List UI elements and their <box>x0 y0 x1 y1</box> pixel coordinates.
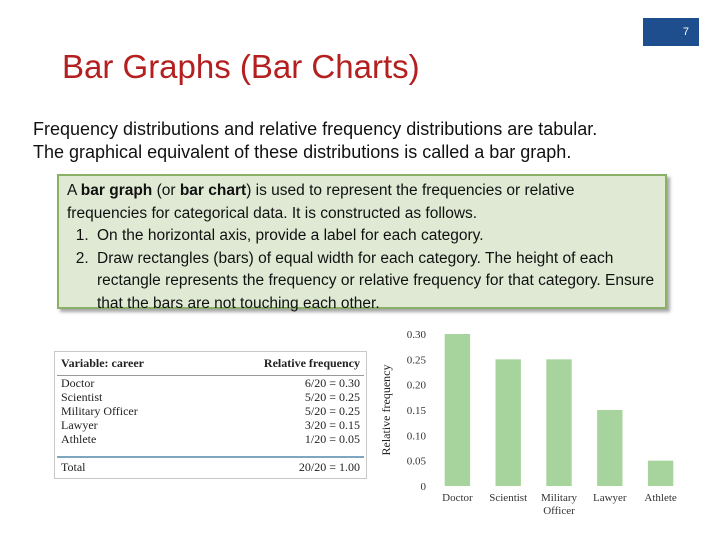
term-bar-chart: bar chart <box>179 182 247 199</box>
y-tick-label: 0.20 <box>406 379 426 392</box>
x-tick-label: Officer <box>543 505 575 517</box>
bar <box>546 359 571 486</box>
bar <box>597 410 622 486</box>
table-row <box>57 418 364 432</box>
y-tick-label: 0.10 <box>406 430 426 443</box>
bar <box>496 359 521 486</box>
table-row <box>57 404 364 418</box>
row-label: Athlete <box>61 432 97 446</box>
total-value: 20/20 = 1.00 <box>298 460 360 474</box>
row-label: Scientist <box>61 390 103 404</box>
term-bar-graph: bar graph <box>80 182 153 199</box>
table-divider <box>57 446 364 457</box>
x-tick-label: Doctor <box>442 492 473 504</box>
relative-frequency-table <box>57 354 364 474</box>
table-total-row <box>57 457 364 474</box>
y-tick-label: 0 <box>420 481 426 493</box>
y-axis-label: Relative frequency <box>379 364 393 456</box>
intro-line-2: The graphical equivalent of these distributions is called a bar graph. <box>33 142 572 162</box>
y-tick-label: 0.30 <box>406 329 426 341</box>
definition-steps <box>67 225 657 315</box>
x-tick-label: Military <box>540 492 578 504</box>
x-tick-label: Scientist <box>489 492 528 504</box>
definition-text-or: (or <box>152 182 180 199</box>
x-tick-label: Lawyer <box>593 492 627 504</box>
definition-lead <box>67 180 657 225</box>
bar-chart-panel <box>374 326 690 520</box>
row-value: 5/20 = 0.25 <box>304 404 360 418</box>
y-tick-label: 0.15 <box>406 405 426 417</box>
definition-text-rest: ) is used to represent the frequencies or relative frequencies for categorical data. It is constructed as follows. <box>67 182 575 222</box>
table-header-variable: Variable: career <box>57 354 200 376</box>
x-tick-label: Athlete <box>644 492 677 504</box>
bar <box>445 334 470 486</box>
definition-step-1: 1. On the horizontal axis, provide a label for each category. <box>93 225 657 248</box>
row-value: 3/20 = 0.15 <box>304 418 360 432</box>
table-row <box>57 390 364 404</box>
y-tick-label: 0.05 <box>406 455 426 468</box>
row-value: 5/20 = 0.25 <box>304 390 360 404</box>
table-row <box>57 376 364 391</box>
total-label: Total <box>61 460 86 474</box>
definition-step-2: 2. Draw rectangles (bars) of equal width for each category. The height of each rectangle represents the frequency or relative frequency for that category. Ensure that the bars are not touching each other. <box>93 248 657 316</box>
table-row <box>57 432 364 446</box>
table-header-relative-frequency: Relative frequency <box>200 354 364 376</box>
slide-title: Bar Graphs (Bar Charts) <box>62 48 420 85</box>
page-number-badge <box>643 18 699 46</box>
row-label: Doctor <box>61 376 95 390</box>
row-label: Military Officer <box>61 404 138 418</box>
row-value: 1/20 = 0.05 <box>304 432 360 446</box>
bar <box>648 461 673 486</box>
table-header-row <box>57 354 364 376</box>
definition-box <box>57 174 667 312</box>
definition-text-a: A <box>67 182 81 199</box>
page-number: 7 <box>682 26 689 38</box>
bar-chart <box>374 326 690 520</box>
intro-text <box>33 118 693 164</box>
relative-frequency-table-panel <box>54 351 367 479</box>
y-tick-label: 0.25 <box>406 354 426 367</box>
intro-line-1: Frequency distributions and relative frequency distributions are tabular. <box>33 119 598 139</box>
row-label: Lawyer <box>61 418 98 432</box>
row-value: 6/20 = 0.30 <box>304 376 360 390</box>
